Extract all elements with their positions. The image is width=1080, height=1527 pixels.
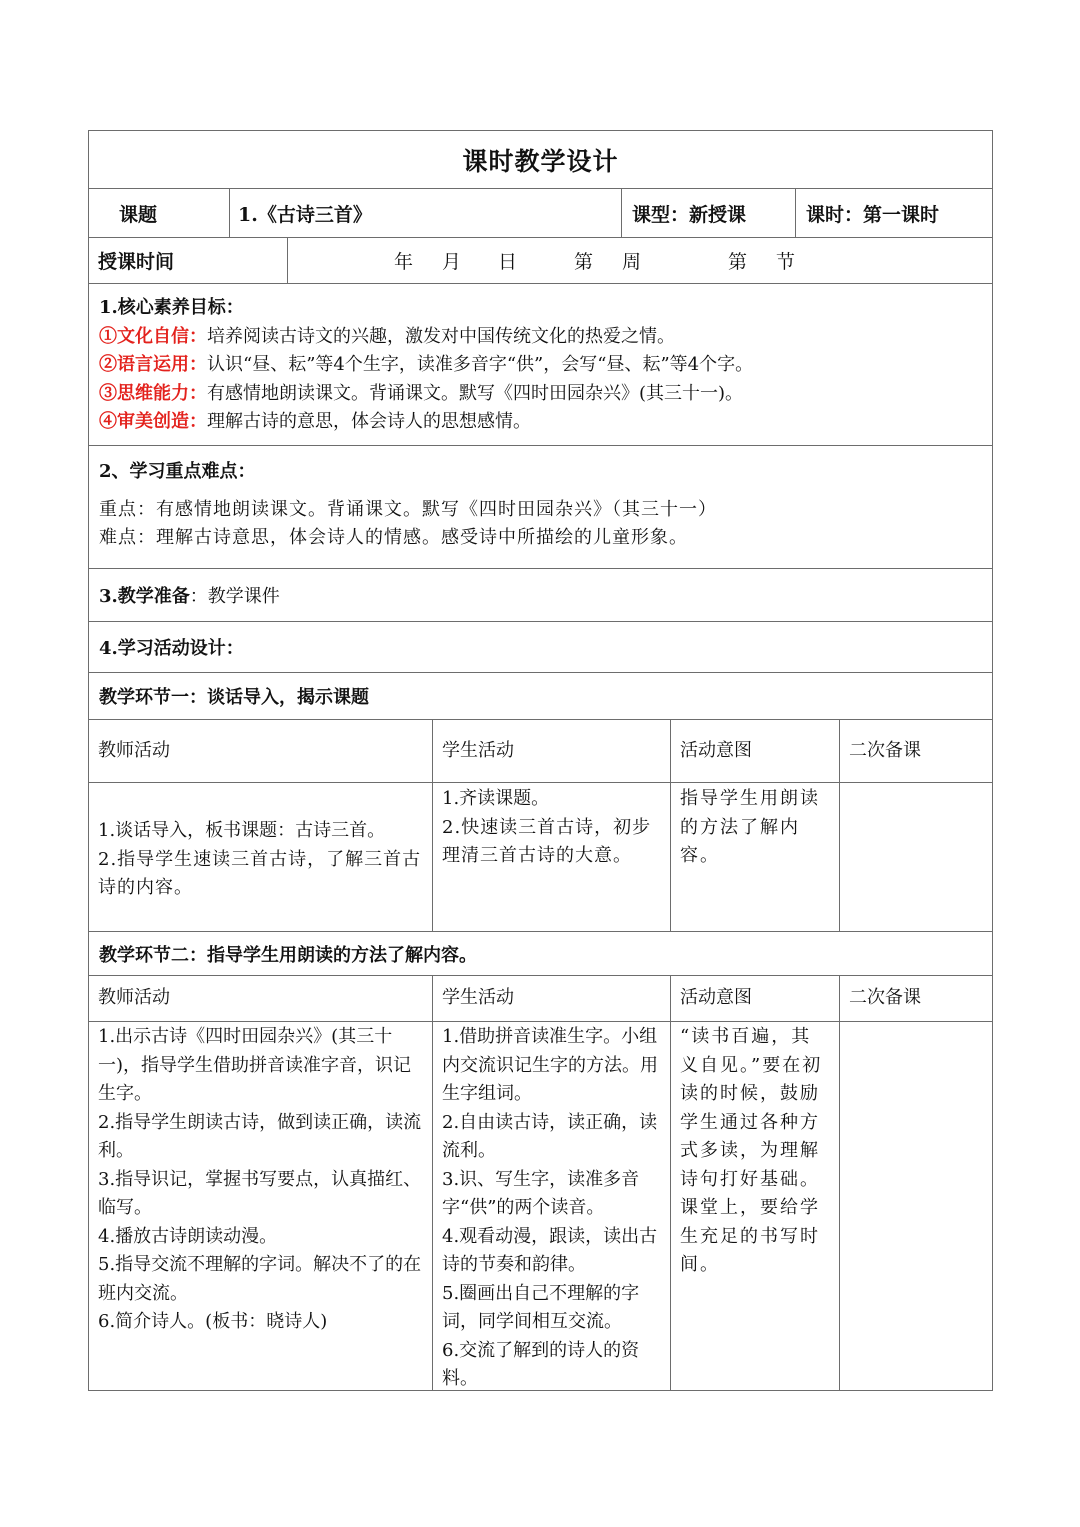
- col-teacher-activity: 教师活动: [98, 987, 170, 1009]
- student-step: 4.观看动漫，跟读，读出古诗的节奏和韵律。: [442, 1225, 658, 1275]
- goal-item: [99, 351, 982, 380]
- goal-label: ②语言运用：: [99, 354, 207, 375]
- year-label: 年: [394, 251, 414, 273]
- week-prefix: 第: [574, 251, 594, 273]
- section2-intent-cell: [670, 1022, 839, 1390]
- teacher-step: 6.简介诗人。(板书：晓诗人): [98, 1311, 328, 1332]
- student-step: 5.圈画出自己不理解的字词，同学间相互交流。: [442, 1282, 640, 1332]
- student-step: 2.快速读三首古诗，初步理清三首古诗的大意。: [442, 816, 652, 866]
- lesson-plan-table: [88, 130, 993, 1391]
- section2-header-row: [88, 976, 993, 1022]
- week-label: 周: [622, 251, 642, 273]
- key-points-heading: 2、学习重点难点：: [99, 461, 256, 482]
- core-goals: [88, 284, 993, 446]
- key-points: [88, 446, 993, 569]
- section1-student-cell: [432, 783, 670, 931]
- teacher-step: 2.指导学生速读三首古诗，了解三首古诗的内容。: [98, 848, 422, 898]
- student-step: 1.借助拼音读准生字。小组内交流识记生字的方法。用生字组词。: [442, 1026, 658, 1104]
- section1-title-row: [88, 673, 993, 720]
- goal-text: 认识“昼、耘”等4个生字，读准多音字“供”，会写“昼、耘”等4个字。: [207, 354, 754, 375]
- col-second-prep: 二次备课: [839, 720, 992, 782]
- col-second-prep: 二次备课: [839, 976, 992, 1021]
- topic-value: 1.《古诗三首》: [229, 189, 621, 237]
- student-step: 2.自由读古诗，读正确，读流利。: [442, 1111, 658, 1161]
- teacher-step: 2.指导学生朗读古诗，做到读正确，读流利。: [98, 1111, 422, 1161]
- intent-text: “读书百遍，其义自见。”要在初读的时候，鼓励学生通过各种方式多读，为理解诗句打好基础。课堂上，要给学生充足的书写时间。: [680, 1026, 823, 1275]
- student-step: 6.交流了解到的诗人的资料。: [442, 1339, 640, 1389]
- section-prefix: 第: [728, 251, 748, 273]
- col-activity-intent: 活动意图: [670, 976, 839, 1021]
- goal-label: ①文化自信：: [99, 325, 207, 347]
- prep-label: 3.教学准备: [99, 586, 190, 607]
- section2-title-row: [88, 932, 993, 976]
- lesson-period: 课时：第一课时: [795, 189, 993, 237]
- lesson-type: 课型：新授课: [621, 189, 795, 237]
- teacher-step: 4.播放古诗朗读动漫。: [98, 1225, 278, 1247]
- topic-label: 课题: [119, 203, 158, 226]
- section1-title: 教学环节一：谈话导入，揭示课题: [99, 687, 369, 708]
- section2-teacher-cell: [89, 1022, 432, 1390]
- activity-heading-row: [88, 622, 993, 673]
- section1-teacher-cell: [89, 783, 432, 931]
- goal-item: [99, 380, 982, 409]
- key-point: 重点：有感情地朗读课文。背诵课文。默写《四时田园杂兴》（其三十一）: [99, 498, 717, 520]
- section1-intent-cell: [670, 783, 839, 931]
- section-label: 节: [776, 251, 796, 273]
- teacher-step: 5.指导交流不理解的字词。解决不了的在班内交流。: [98, 1254, 422, 1304]
- prep-text: ：教学课件: [189, 586, 280, 607]
- goal-text: 理解古诗的意思，体会诗人的思想感情。: [207, 411, 531, 432]
- day-label: 日: [498, 251, 518, 273]
- activity-heading: 4.学习活动设计：: [99, 638, 244, 659]
- teacher-step: 3.指导识记，掌握书写要点，认真描红、临写。: [98, 1168, 422, 1218]
- section1-body-row: [88, 783, 993, 932]
- goal-item: [99, 408, 982, 437]
- intent-text: 指导学生用朗读的方法了解内容。: [680, 788, 820, 866]
- section1-second-prep-cell: [839, 783, 992, 931]
- prep-content: [89, 569, 280, 621]
- goal-label: ③思维能力：: [99, 382, 207, 404]
- section2-title: 教学环节二：指导学生用朗读的方法了解内容。: [99, 944, 477, 966]
- goal-item: [99, 323, 982, 352]
- goals-heading: 1.核心素养目标：: [99, 297, 244, 318]
- goal-label: ④审美创造：: [99, 411, 207, 432]
- teacher-step: 1.出示古诗《四时田园杂兴》(其三十一)，指导学生借助拼音读准字音，识记生字。: [98, 1026, 412, 1104]
- time-fields: [287, 238, 992, 283]
- goal-text: 有感情地朗读课文。背诵课文。默写《四时田园杂兴》(其三十一)。: [207, 382, 744, 404]
- section2-body-row: [88, 1022, 993, 1391]
- time-row: [88, 238, 993, 284]
- month-label: 月: [442, 251, 462, 273]
- goal-text: 培养阅读古诗文的兴趣，激发对中国传统文化的热爱之情。: [207, 325, 675, 347]
- teacher-step: 1.谈话导入，板书课题：古诗三首。: [98, 820, 386, 841]
- prep-row: [88, 569, 993, 622]
- col-activity-intent: 活动意图: [670, 720, 839, 782]
- section2-second-prep-cell: [839, 1022, 992, 1390]
- time-label: 授课时间: [98, 251, 175, 273]
- difficulty-point: 难点：理解古诗意思，体会诗人的情感。感受诗中所描绘的儿童形象。: [99, 527, 688, 548]
- page-title: 课时教学设计: [88, 130, 993, 189]
- col-student-activity: 学生活动: [432, 720, 670, 782]
- student-step: 3.识、写生字，读准多音字“供”的两个读音。: [442, 1168, 640, 1218]
- section1-header-row: [88, 720, 993, 783]
- topic-row: [88, 189, 993, 238]
- student-step: 1.齐读课题。: [442, 788, 550, 809]
- col-student-activity: 学生活动: [432, 976, 670, 1021]
- col-teacher-activity: 教师活动: [98, 739, 170, 761]
- section2-student-cell: [432, 1022, 670, 1390]
